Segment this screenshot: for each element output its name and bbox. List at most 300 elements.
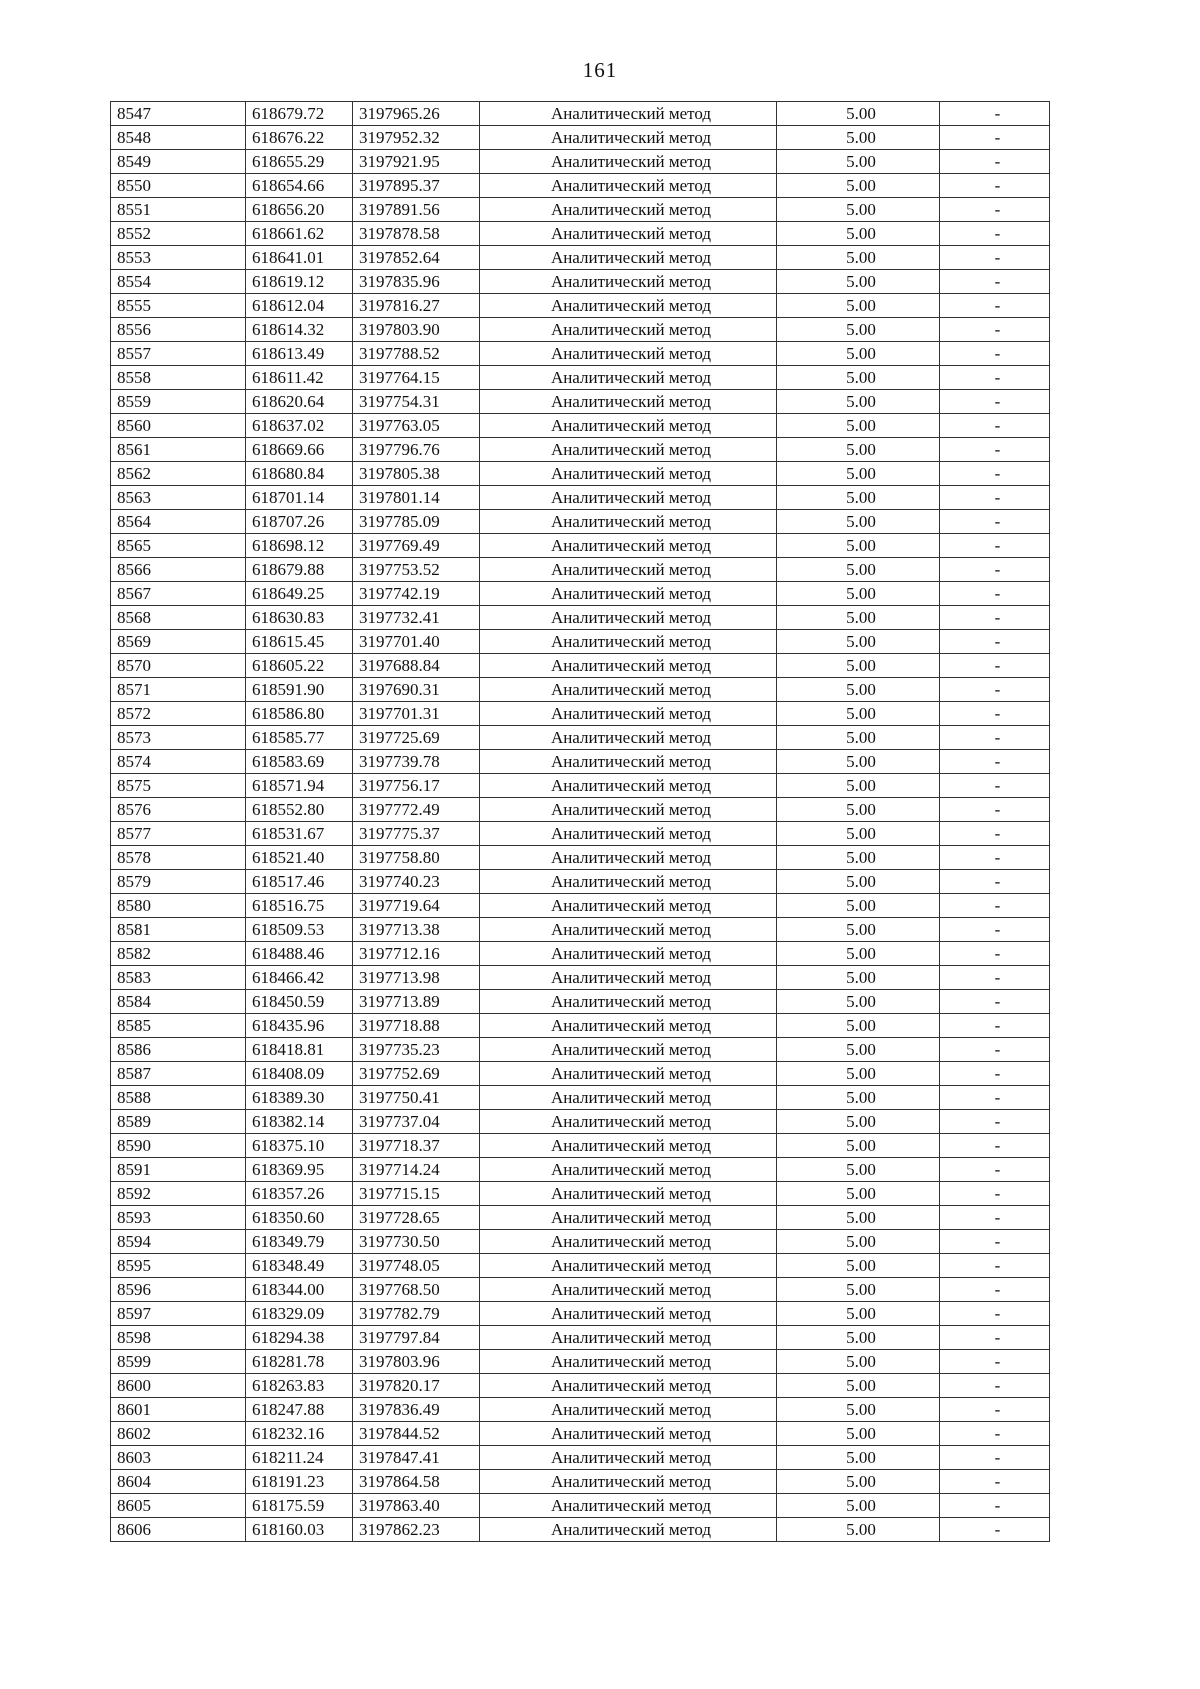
method-cell: Аналитический метод (480, 582, 777, 606)
note-cell: - (940, 390, 1050, 414)
method-cell: Аналитический метод (480, 942, 777, 966)
x-coordinate-cell: 618655.29 (246, 150, 353, 174)
note-cell: - (940, 198, 1050, 222)
point-number-cell: 8600 (111, 1374, 246, 1398)
table-row (111, 534, 1050, 558)
point-number-cell: 8573 (111, 726, 246, 750)
table-row (111, 558, 1050, 582)
note-cell: - (940, 1062, 1050, 1086)
point-number-cell: 8592 (111, 1182, 246, 1206)
point-number-cell: 8598 (111, 1326, 246, 1350)
note-cell: - (940, 1326, 1050, 1350)
method-cell: Аналитический метод (480, 1206, 777, 1230)
y-coordinate-cell: 3197750.41 (353, 1086, 480, 1110)
method-cell: Аналитический метод (480, 1134, 777, 1158)
method-cell: Аналитический метод (480, 606, 777, 630)
note-cell: - (940, 438, 1050, 462)
point-number-cell: 8569 (111, 630, 246, 654)
accuracy-cell: 5.00 (777, 1158, 940, 1182)
x-coordinate-cell: 618369.95 (246, 1158, 353, 1182)
table-row (111, 1062, 1050, 1086)
point-number-cell: 8605 (111, 1494, 246, 1518)
method-cell: Аналитический метод (480, 894, 777, 918)
x-coordinate-cell: 618680.84 (246, 462, 353, 486)
note-cell: - (940, 774, 1050, 798)
method-cell: Аналитический метод (480, 390, 777, 414)
table-row (111, 1422, 1050, 1446)
table-row (111, 1014, 1050, 1038)
point-number-cell: 8591 (111, 1158, 246, 1182)
point-number-cell: 8606 (111, 1518, 246, 1542)
accuracy-cell: 5.00 (777, 1110, 940, 1134)
y-coordinate-cell: 3197844.52 (353, 1422, 480, 1446)
point-number-cell: 8604 (111, 1470, 246, 1494)
y-coordinate-cell: 3197718.37 (353, 1134, 480, 1158)
table-row (111, 270, 1050, 294)
method-cell: Аналитический метод (480, 1038, 777, 1062)
x-coordinate-cell: 618418.81 (246, 1038, 353, 1062)
table-row (111, 1350, 1050, 1374)
note-cell: - (940, 1422, 1050, 1446)
y-coordinate-cell: 3197796.76 (353, 438, 480, 462)
point-number-cell: 8549 (111, 150, 246, 174)
note-cell: - (940, 366, 1050, 390)
x-coordinate-cell: 618612.04 (246, 294, 353, 318)
point-number-cell: 8586 (111, 1038, 246, 1062)
point-number-cell: 8595 (111, 1254, 246, 1278)
method-cell: Аналитический метод (480, 438, 777, 462)
table-row (111, 1398, 1050, 1422)
point-number-cell: 8581 (111, 918, 246, 942)
table-row (111, 414, 1050, 438)
method-cell: Аналитический метод (480, 1014, 777, 1038)
x-coordinate-cell: 618521.40 (246, 846, 353, 870)
method-cell: Аналитический метод (480, 1374, 777, 1398)
table-row (111, 1254, 1050, 1278)
x-coordinate-cell: 618175.59 (246, 1494, 353, 1518)
accuracy-cell: 5.00 (777, 702, 940, 726)
accuracy-cell: 5.00 (777, 1038, 940, 1062)
method-cell: Аналитический метод (480, 1110, 777, 1134)
note-cell: - (940, 1446, 1050, 1470)
table-row (111, 1182, 1050, 1206)
table-row (111, 390, 1050, 414)
table-row (111, 1110, 1050, 1134)
accuracy-cell: 5.00 (777, 342, 940, 366)
point-number-cell: 8585 (111, 1014, 246, 1038)
y-coordinate-cell: 3197715.15 (353, 1182, 480, 1206)
note-cell: - (940, 1254, 1050, 1278)
accuracy-cell: 5.00 (777, 1278, 940, 1302)
method-cell: Аналитический метод (480, 294, 777, 318)
note-cell: - (940, 918, 1050, 942)
accuracy-cell: 5.00 (777, 558, 940, 582)
table-row (111, 1494, 1050, 1518)
x-coordinate-cell: 618649.25 (246, 582, 353, 606)
table-row (111, 1038, 1050, 1062)
point-number-cell: 8553 (111, 246, 246, 270)
x-coordinate-cell: 618707.26 (246, 510, 353, 534)
y-coordinate-cell: 3197719.64 (353, 894, 480, 918)
x-coordinate-cell: 618654.66 (246, 174, 353, 198)
method-cell: Аналитический метод (480, 822, 777, 846)
accuracy-cell: 5.00 (777, 1062, 940, 1086)
point-number-cell: 8603 (111, 1446, 246, 1470)
accuracy-cell: 5.00 (777, 294, 940, 318)
accuracy-cell: 5.00 (777, 1350, 940, 1374)
accuracy-cell: 5.00 (777, 1518, 940, 1542)
accuracy-cell: 5.00 (777, 726, 940, 750)
x-coordinate-cell: 618375.10 (246, 1134, 353, 1158)
method-cell: Аналитический метод (480, 630, 777, 654)
x-coordinate-cell: 618160.03 (246, 1518, 353, 1542)
y-coordinate-cell: 3197712.16 (353, 942, 480, 966)
table-row (111, 966, 1050, 990)
y-coordinate-cell: 3197891.56 (353, 198, 480, 222)
coordinates-table (110, 101, 1050, 1542)
x-coordinate-cell: 618516.75 (246, 894, 353, 918)
accuracy-cell: 5.00 (777, 1182, 940, 1206)
x-coordinate-cell: 618630.83 (246, 606, 353, 630)
note-cell: - (940, 1182, 1050, 1206)
table-row (111, 1326, 1050, 1350)
x-coordinate-cell: 618661.62 (246, 222, 353, 246)
method-cell: Аналитический метод (480, 846, 777, 870)
x-coordinate-cell: 618435.96 (246, 1014, 353, 1038)
point-number-cell: 8577 (111, 822, 246, 846)
accuracy-cell: 5.00 (777, 270, 940, 294)
y-coordinate-cell: 3197775.37 (353, 822, 480, 846)
point-number-cell: 8559 (111, 390, 246, 414)
method-cell: Аналитический метод (480, 1302, 777, 1326)
method-cell: Аналитический метод (480, 1470, 777, 1494)
note-cell: - (940, 294, 1050, 318)
note-cell: - (940, 174, 1050, 198)
table-row (111, 150, 1050, 174)
method-cell: Аналитический метод (480, 1086, 777, 1110)
method-cell: Аналитический метод (480, 918, 777, 942)
accuracy-cell: 5.00 (777, 1374, 940, 1398)
method-cell: Аналитический метод (480, 726, 777, 750)
accuracy-cell: 5.00 (777, 822, 940, 846)
x-coordinate-cell: 618669.66 (246, 438, 353, 462)
note-cell: - (940, 1278, 1050, 1302)
accuracy-cell: 5.00 (777, 582, 940, 606)
method-cell: Аналитический метод (480, 1158, 777, 1182)
y-coordinate-cell: 3197816.27 (353, 294, 480, 318)
table-row (111, 654, 1050, 678)
accuracy-cell: 5.00 (777, 1254, 940, 1278)
y-coordinate-cell: 3197758.80 (353, 846, 480, 870)
note-cell: - (940, 246, 1050, 270)
method-cell: Аналитический метод (480, 534, 777, 558)
table-row (111, 942, 1050, 966)
table-row (111, 702, 1050, 726)
accuracy-cell: 5.00 (777, 630, 940, 654)
accuracy-cell: 5.00 (777, 1302, 940, 1326)
accuracy-cell: 5.00 (777, 126, 940, 150)
x-coordinate-cell: 618191.23 (246, 1470, 353, 1494)
note-cell: - (940, 222, 1050, 246)
method-cell: Аналитический метод (480, 222, 777, 246)
accuracy-cell: 5.00 (777, 990, 940, 1014)
note-cell: - (940, 1470, 1050, 1494)
accuracy-cell: 5.00 (777, 1446, 940, 1470)
accuracy-cell: 5.00 (777, 462, 940, 486)
accuracy-cell: 5.00 (777, 606, 940, 630)
table-row (111, 438, 1050, 462)
y-coordinate-cell: 3197952.32 (353, 126, 480, 150)
x-coordinate-cell: 618585.77 (246, 726, 353, 750)
table-row (111, 846, 1050, 870)
note-cell: - (940, 894, 1050, 918)
accuracy-cell: 5.00 (777, 894, 940, 918)
method-cell: Аналитический метод (480, 798, 777, 822)
x-coordinate-cell: 618294.38 (246, 1326, 353, 1350)
x-coordinate-cell: 618247.88 (246, 1398, 353, 1422)
accuracy-cell: 5.00 (777, 918, 940, 942)
note-cell: - (940, 1398, 1050, 1422)
point-number-cell: 8547 (111, 102, 246, 126)
point-number-cell: 8552 (111, 222, 246, 246)
accuracy-cell: 5.00 (777, 390, 940, 414)
y-coordinate-cell: 3197847.41 (353, 1446, 480, 1470)
method-cell: Аналитический метод (480, 1398, 777, 1422)
accuracy-cell: 5.00 (777, 798, 940, 822)
method-cell: Аналитический метод (480, 1518, 777, 1542)
table-row (111, 1086, 1050, 1110)
table-row (111, 774, 1050, 798)
point-number-cell: 8550 (111, 174, 246, 198)
table-row (111, 126, 1050, 150)
method-cell: Аналитический метод (480, 174, 777, 198)
note-cell: - (940, 150, 1050, 174)
y-coordinate-cell: 3197742.19 (353, 582, 480, 606)
accuracy-cell: 5.00 (777, 246, 940, 270)
page-number: 161 (582, 58, 618, 82)
y-coordinate-cell: 3197785.09 (353, 510, 480, 534)
x-coordinate-cell: 618586.80 (246, 702, 353, 726)
method-cell: Аналитический метод (480, 414, 777, 438)
x-coordinate-cell: 618509.53 (246, 918, 353, 942)
point-number-cell: 8574 (111, 750, 246, 774)
x-coordinate-cell: 618613.49 (246, 342, 353, 366)
x-coordinate-cell: 618488.46 (246, 942, 353, 966)
y-coordinate-cell: 3197772.49 (353, 798, 480, 822)
method-cell: Аналитический метод (480, 366, 777, 390)
method-cell: Аналитический метод (480, 246, 777, 270)
accuracy-cell: 5.00 (777, 438, 940, 462)
point-number-cell: 8576 (111, 798, 246, 822)
note-cell: - (940, 534, 1050, 558)
table-row (111, 294, 1050, 318)
x-coordinate-cell: 618344.00 (246, 1278, 353, 1302)
y-coordinate-cell: 3197797.84 (353, 1326, 480, 1350)
note-cell: - (940, 870, 1050, 894)
accuracy-cell: 5.00 (777, 510, 940, 534)
x-coordinate-cell: 618263.83 (246, 1374, 353, 1398)
table-row (111, 318, 1050, 342)
x-coordinate-cell: 618614.32 (246, 318, 353, 342)
method-cell: Аналитический метод (480, 1182, 777, 1206)
point-number-cell: 8602 (111, 1422, 246, 1446)
method-cell: Аналитический метод (480, 1326, 777, 1350)
point-number-cell: 8587 (111, 1062, 246, 1086)
y-coordinate-cell: 3197836.49 (353, 1398, 480, 1422)
x-coordinate-cell: 618571.94 (246, 774, 353, 798)
method-cell: Аналитический метод (480, 702, 777, 726)
coordinates-table-body (111, 102, 1050, 1542)
note-cell: - (940, 1086, 1050, 1110)
note-cell: - (940, 558, 1050, 582)
accuracy-cell: 5.00 (777, 150, 940, 174)
point-number-cell: 8572 (111, 702, 246, 726)
y-coordinate-cell: 3197768.50 (353, 1278, 480, 1302)
point-number-cell: 8563 (111, 486, 246, 510)
point-number-cell: 8571 (111, 678, 246, 702)
y-coordinate-cell: 3197730.50 (353, 1230, 480, 1254)
y-coordinate-cell: 3197788.52 (353, 342, 480, 366)
point-number-cell: 8566 (111, 558, 246, 582)
method-cell: Аналитический метод (480, 966, 777, 990)
note-cell: - (940, 1134, 1050, 1158)
table-row (111, 990, 1050, 1014)
method-cell: Аналитический метод (480, 270, 777, 294)
accuracy-cell: 5.00 (777, 1134, 940, 1158)
x-coordinate-cell: 618348.49 (246, 1254, 353, 1278)
point-number-cell: 8560 (111, 414, 246, 438)
note-cell: - (940, 1014, 1050, 1038)
accuracy-cell: 5.00 (777, 1230, 940, 1254)
x-coordinate-cell: 618619.12 (246, 270, 353, 294)
method-cell: Аналитический метод (480, 1446, 777, 1470)
note-cell: - (940, 822, 1050, 846)
y-coordinate-cell: 3197725.69 (353, 726, 480, 750)
y-coordinate-cell: 3197713.89 (353, 990, 480, 1014)
y-coordinate-cell: 3197805.38 (353, 462, 480, 486)
point-number-cell: 8565 (111, 534, 246, 558)
y-coordinate-cell: 3197965.26 (353, 102, 480, 126)
note-cell: - (940, 486, 1050, 510)
x-coordinate-cell: 618591.90 (246, 678, 353, 702)
y-coordinate-cell: 3197864.58 (353, 1470, 480, 1494)
note-cell: - (940, 1158, 1050, 1182)
note-cell: - (940, 1230, 1050, 1254)
y-coordinate-cell: 3197801.14 (353, 486, 480, 510)
point-number-cell: 8594 (111, 1230, 246, 1254)
x-coordinate-cell: 618329.09 (246, 1302, 353, 1326)
accuracy-cell: 5.00 (777, 966, 940, 990)
x-coordinate-cell: 618408.09 (246, 1062, 353, 1086)
point-number-cell: 8551 (111, 198, 246, 222)
method-cell: Аналитический метод (480, 1254, 777, 1278)
point-number-cell: 8568 (111, 606, 246, 630)
y-coordinate-cell: 3197701.31 (353, 702, 480, 726)
note-cell: - (940, 1374, 1050, 1398)
note-cell: - (940, 126, 1050, 150)
y-coordinate-cell: 3197852.64 (353, 246, 480, 270)
x-coordinate-cell: 618656.20 (246, 198, 353, 222)
note-cell: - (940, 942, 1050, 966)
y-coordinate-cell: 3197728.65 (353, 1206, 480, 1230)
note-cell: - (940, 606, 1050, 630)
x-coordinate-cell: 618605.22 (246, 654, 353, 678)
point-number-cell: 8558 (111, 366, 246, 390)
x-coordinate-cell: 618552.80 (246, 798, 353, 822)
method-cell: Аналитический метод (480, 1278, 777, 1302)
accuracy-cell: 5.00 (777, 846, 940, 870)
y-coordinate-cell: 3197763.05 (353, 414, 480, 438)
table-row (111, 822, 1050, 846)
point-number-cell: 8601 (111, 1398, 246, 1422)
accuracy-cell: 5.00 (777, 654, 940, 678)
method-cell: Аналитический метод (480, 750, 777, 774)
table-row (111, 462, 1050, 486)
y-coordinate-cell: 3197713.98 (353, 966, 480, 990)
method-cell: Аналитический метод (480, 342, 777, 366)
x-coordinate-cell: 618350.60 (246, 1206, 353, 1230)
method-cell: Аналитический метод (480, 1494, 777, 1518)
y-coordinate-cell: 3197752.69 (353, 1062, 480, 1086)
table-row (111, 486, 1050, 510)
table-row (111, 1206, 1050, 1230)
method-cell: Аналитический метод (480, 1350, 777, 1374)
x-coordinate-cell: 618531.67 (246, 822, 353, 846)
y-coordinate-cell: 3197769.49 (353, 534, 480, 558)
note-cell: - (940, 1518, 1050, 1542)
method-cell: Аналитический метод (480, 990, 777, 1014)
point-number-cell: 8556 (111, 318, 246, 342)
method-cell: Аналитический метод (480, 678, 777, 702)
accuracy-cell: 5.00 (777, 1470, 940, 1494)
method-cell: Аналитический метод (480, 1062, 777, 1086)
point-number-cell: 8593 (111, 1206, 246, 1230)
table-row (111, 1278, 1050, 1302)
note-cell: - (940, 1494, 1050, 1518)
note-cell: - (940, 630, 1050, 654)
x-coordinate-cell: 618466.42 (246, 966, 353, 990)
accuracy-cell: 5.00 (777, 774, 940, 798)
accuracy-cell: 5.00 (777, 1206, 940, 1230)
point-number-cell: 8590 (111, 1134, 246, 1158)
method-cell: Аналитический метод (480, 126, 777, 150)
note-cell: - (940, 990, 1050, 1014)
y-coordinate-cell: 3197735.23 (353, 1038, 480, 1062)
accuracy-cell: 5.00 (777, 1014, 940, 1038)
point-number-cell: 8582 (111, 942, 246, 966)
x-coordinate-cell: 618517.46 (246, 870, 353, 894)
y-coordinate-cell: 3197835.96 (353, 270, 480, 294)
table-row (111, 342, 1050, 366)
point-number-cell: 8548 (111, 126, 246, 150)
note-cell: - (940, 582, 1050, 606)
accuracy-cell: 5.00 (777, 678, 940, 702)
table-row (111, 102, 1050, 126)
y-coordinate-cell: 3197803.96 (353, 1350, 480, 1374)
point-number-cell: 8589 (111, 1110, 246, 1134)
x-coordinate-cell: 618637.02 (246, 414, 353, 438)
note-cell: - (940, 1206, 1050, 1230)
y-coordinate-cell: 3197921.95 (353, 150, 480, 174)
point-number-cell: 8567 (111, 582, 246, 606)
x-coordinate-cell: 618232.16 (246, 1422, 353, 1446)
point-number-cell: 8554 (111, 270, 246, 294)
accuracy-cell: 5.00 (777, 870, 940, 894)
x-coordinate-cell: 618583.69 (246, 750, 353, 774)
x-coordinate-cell: 618698.12 (246, 534, 353, 558)
method-cell: Аналитический метод (480, 1230, 777, 1254)
x-coordinate-cell: 618450.59 (246, 990, 353, 1014)
